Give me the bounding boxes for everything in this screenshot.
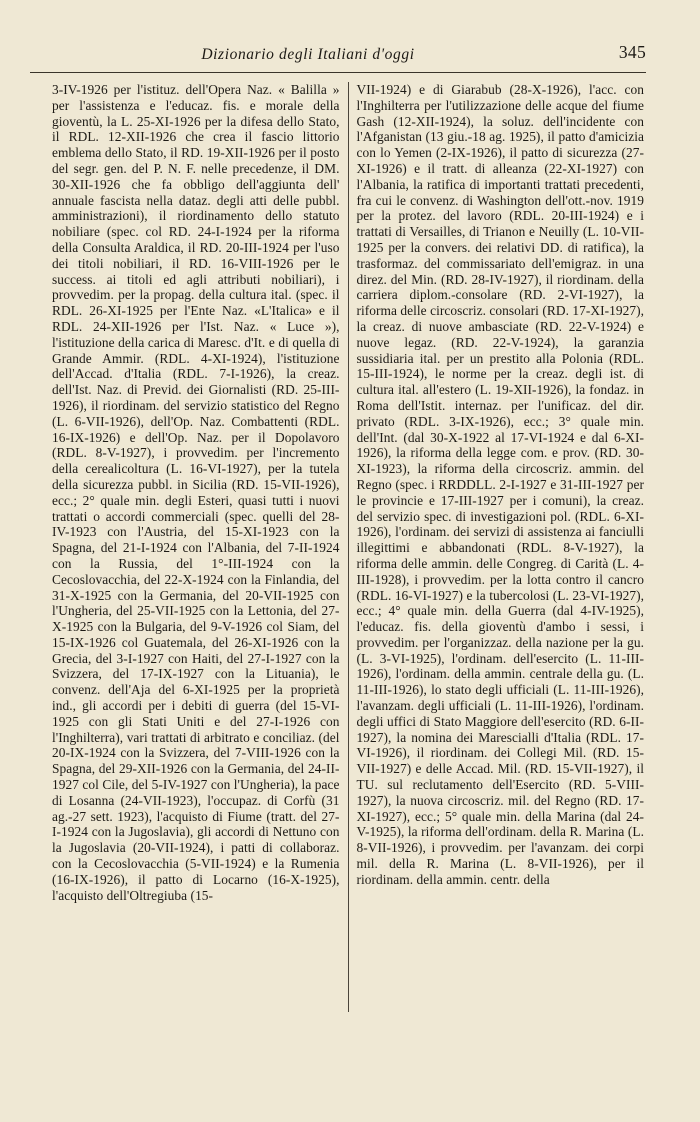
page-header: [30, 42, 646, 72]
text-columns: [52, 82, 644, 1012]
running-title: Dizionario degli Italiani d'oggi: [201, 46, 415, 63]
page-number: 345: [618, 42, 646, 62]
header-rule: [30, 72, 646, 73]
left-column-text: 3-IV-1926 per l'istituz. dell'Opera Naz. « Balilla » per l'assistenza e l'educaz. fis. e morale della gioventù, la L. 25-XI-1926 per la difesa dello Stato, il RDL. 12-XII-1926 che crea il fascio littorio emblema dello Stato, il RD. 19-XII-1926 per il posto del segr. gen. del P. N. F. nelle precedenze, il DM. 30-XII-1926 che fa obbligo dell'aggiunta dell' annuale fascista nella dataz. degli atti delle pubbl. amministrazioni), il riordinamento dello statuto nobiliare (spec. col RD. 24-I-1924 per la riforma della Consulta Araldica, il RD. 20-III-1924 per l'uso dei titoli nobiliari, il RD. 16-VIII-1926 per le success. ai titoli ed agli attributi nobiliari), i provvedim. per la propag. della cultura ital. (spec. il RDL. 26-XI-1925 per l'Ente Naz. «L'Italica» e il RDL. 24-XII-1926 per l'Ist. Naz. « Luce »), l'istituzione della carica di Maresc. d'It. e di quella di Grande Ammir. (RDL. 4-XI-1924), l'istituzione dell'Accad. d'Italia (RDL. 7-I-1926), la creaz. dell'Ist. Naz. di Previd. dei Giornalisti (RD. 25-III-1926), il riordinam. del servizio statistico del Regno (L. 6-VII-1926), dell'Op. Naz. Combattenti (RDL. 16-IX-1926) e dell'Op. Naz. per il Dopolavoro (RDL. 8-V-1927), i provvedim. per l'incremento della cerealicoltura (L. 16-VI-1927), per la tutela della sicurezza pubbl. in Sicilia (RD. 15-VII-1926), ecc.; 2° quale min. degli Esteri, quasi tutti i nuovi trattati o accordi commerciali (spec. quelli del 28-IV-1923 con l'Austria, del 15-XI-1923 con la Spagna, del 21-I-1924 con l'Albania, del 7-II-1924 con la Russia, del 1°-III-1924 con la Cecoslovacchia, del 22-X-1924 con la Finlandia, del 31-X-1925 con la Germania, del 20-VII-1925 con l'Ungheria, del 25-VII-1925 con la Lettonia, del 27-X-1925 con la Bulgaria, del 9-V-1926 col Siam, del 15-IX-1926 col Guatemala, del 26-XI-1926 con la Grecia, del 3-I-1927 con Haiti, del 27-I-1927 con la Svizzera, del 17-IX-1927 con la Lituania), le convenz. dell'Aja del 6-XI-1925 per la proprietà ind., gli accordi per i debiti di guerra (del 15-VI-1925 con gli Stati Uniti e del 27-I-1926 con l'Inghilterra), vari trattati di arbitrato e conciliaz. (del 20-IX-1924 con la Svizzera, del 7-VIII-1926 con la Spagna, del 29-XII-1926 con la Germania, del 24-II-1927 col Cile, del 5-IV-1927 con l'Ungheria), la pace di Losanna (24-VII-1923), l'occupaz. di Corfù (31 ag.-27 sett. 1923), l'acquisto di Fiume (tratt. del 27-I-1924 con la Jugoslavia), gli accordi di Nettuno con la Jugoslavia (20-VII-1924), i patti di collaboraz. con la Cecoslovacchia (5-VII-1924) e la Rumenia (16-IX-1926), il patto di Locarno (16-X-1925), l'acquisto dell'Oltregiuba (15-: [52, 82, 340, 903]
right-column-text: VII-1924) e di Giarabub (28-X-1926), l'acc. con l'Inghilterra per l'utilizzazione delle acque del fiume Gash (12-XII-1924), la soluz. dell'incidente con l'Afganistan (13 giu.-18 ag. 1925), il patto d'amicizia con lo Yemen (2-IX-1926), il patto di sicurezza (27-XI-1926) e il tratt. di alleanza (22-XI-1927) con l'Albania, la ratifica di importanti trattati precedenti, fra cui le convenz. di Washington dell'ott.-nov. 1919 per la protez. del lavoro (RDL. 20-III-1924) e i trattati di Versailles, di Trianon e Neuilly (L. 10-VII-1925 per la convers. dei relativi DD. di ratifica), la trasformaz. del commissariato dell'emigraz. in una direz. del Min. (RD. 28-IV-1927), il riordinam. della carriera diplom.-consolare (RD. 2-VI-1927), la riforma delle circoscriz. consolari (RD. 17-XI-1927), la creaz. di nuove ambasciate (RD. 22-V-1924) e nuove legaz. (RD. 22-V-1924), la garanzia sussidiaria ital. per un prestito alla Polonia (RDL. 15-III-1924), le norme per la creaz. degli ist. di cultura ital. all'estero (L. 19-XII-1926), la fondaz. in Roma dell'Istit. internaz. per l'unificaz. del dir. privato (RDL. 3-IX-1926), ecc.; 3° quale min. dell'Int. (dal 30-X-1922 al 17-VI-1924 e dal 6-XI-1926), la riforma della legge com. e prov. (RD. 30-XI-1923), la riforma della circoscriz. ammin. del Regno (spec. i RRDDLL. 2-I-1927 e 31-III-1927 per le provincie e 17-III-1927 per i comuni), la creaz. del servizio spec. di investigazioni pol. (RDL. 6-XI-1926), l'ordinam. dei servizi di assistenza ai fanciulli illegittimi e abbandonati (RDL. 8-V-1927), la riforma delle ammin. delle Congreg. di Carità (L. 4-III-1928), i provvedim. per la lotta contro il cancro (RDL. 16-VI-1927) e la tubercolosi (L. 23-VI-1927), ecc.; 4° quale min. della Guerra (dal 4-IV-1925), l'educaz. fis. della gioventù d'ambo i sessi, i provvedim. per l'organizzaz. della nazione per la gu. (L. 3-VI-1925), l'ordinam. dell'esercito (L. 11-III-1926), l'ordinam. della ammin. centrale della gu. (L. 11-III-1926), lo stato degli ufficiali (L. 11-III-1926), l'avanzam. degli ufficiali (L. 11-III-1926), l'ordinam. degli uffici di Stato Maggiore dell'esercito (RD. 6-II-1927), la nomina dei Marescialli d'Italia (RDL. 17-VI-1926), il riordinam. dei Collegi Mil. (RD. 15-VII-1927) e delle Accad. Mil. (RD. 15-VII-1927), il TU. sul reclutamento dell'Esercito (RD. 5-VIII-1927), la nuova circoscriz. mil. del Regno (RD. 17-XI-1927), ecc.; 5° quale min. della Marina (dal 24-V-1925), la riforma dell'ordinam. della R. Marina (L. 8-VII-1926), i provvedim. per l'avanzam. dei corpi mil. della R. Marina (L. 8-VII-1926), per il riordinam. della ammin. centr. della: [348, 82, 645, 1012]
